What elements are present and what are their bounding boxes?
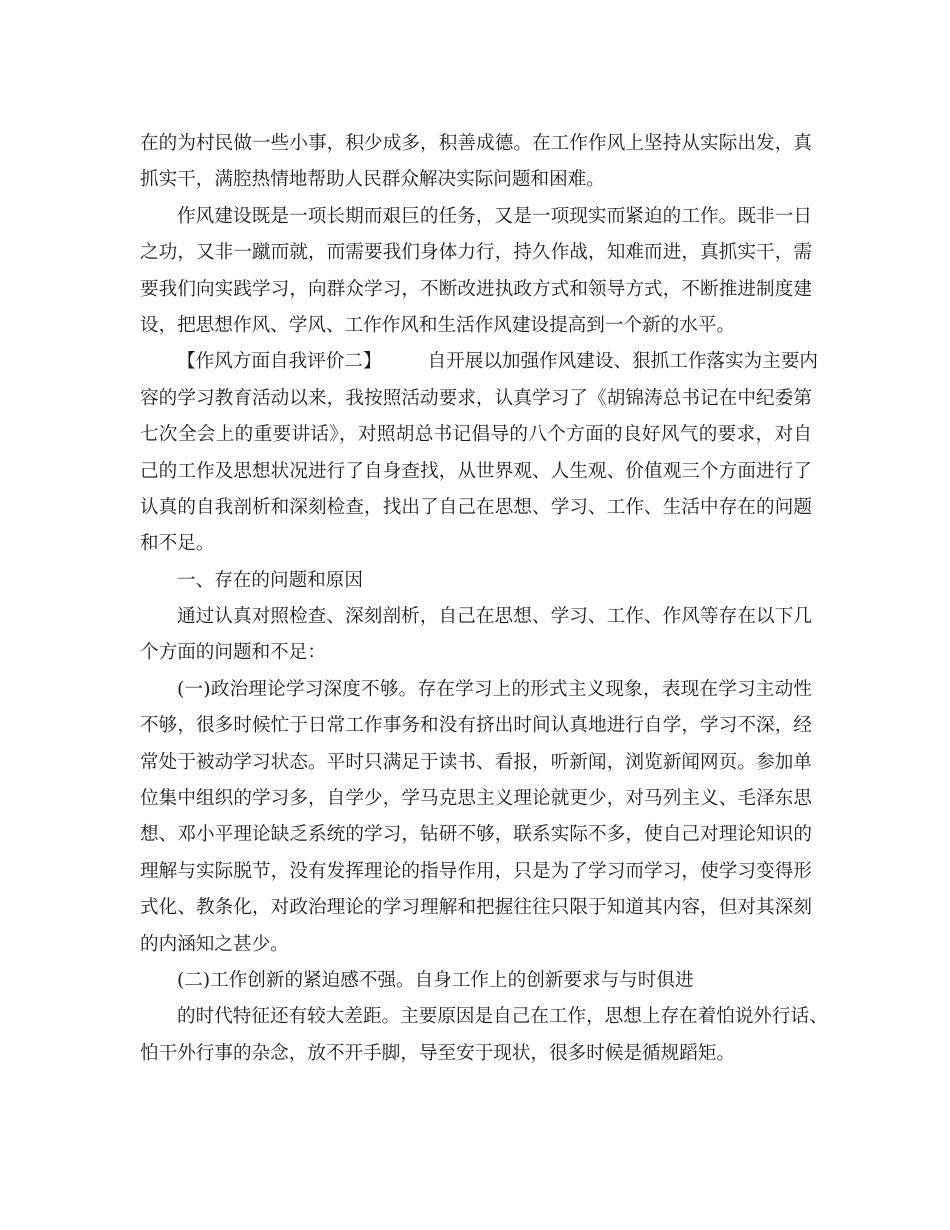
text-line: 七次全会上的重要讲话》，对照胡总书记倡导的八个方面的良好风气的要求，对自	[140, 424, 812, 446]
text-line: 怕干外行事的杂念，放不开手脚，导至安于现状，很多时候是循规蹈矩。	[140, 1042, 736, 1064]
text-line: 位集中组织的学习多，自学少，学马克思主义理论就更少，对马列主义、毛泽东思	[140, 788, 812, 810]
paragraph-start-line: (一)政治理论学习深度不够。存在学习上的形式主义现象，表现在学习主动性	[177, 678, 812, 700]
paragraph-start-line: (二)工作创新的紧迫感不强。自身工作上的创新要求与与时俱进	[177, 969, 694, 991]
text-line: 认真的自我剖析和深刻检查，找出了自己在思想、学习、工作、生活中存在的问题	[140, 496, 812, 518]
text-line: 的内涵知之甚少。	[140, 933, 289, 955]
section-intro-text: 自开展以加强作风建设、狠抓工作落实为主要内	[427, 351, 819, 373]
section-heading: 【作风方面自我评价二】	[177, 351, 382, 373]
document-body	[140, 126, 828, 1072]
paragraph-start-line: 的时代特征还有较大差距。主要原因是自己在工作，思想上存在着怕说外行话、	[177, 1006, 828, 1028]
text-line: 容的学习教育活动以来，我按照活动要求，认真学习了《胡锦涛总书记在中纪委第	[140, 387, 812, 409]
text-line: 个方面的问题和不足：	[140, 642, 326, 664]
text-line: 设，把思想作风、学风、工作作风和生活作风建设提高到一个新的水平。	[140, 314, 736, 336]
text-line: 要我们向实践学习，向群众学习，不断改进执政方式和领导方式，不断推进制度建	[140, 278, 812, 300]
text-line: 和不足。	[140, 533, 215, 555]
paragraph-start-line: 通过认真对照检查、深刻剖析，自己在思想、学习、工作、作风等存在以下几	[177, 606, 812, 628]
text-line: 不够，很多时候忙于日常工作事务和没有挤出时间认真地进行自学，学习不深，经	[140, 715, 812, 737]
text-line: 理解与实际脱节，没有发挥理论的指导作用，只是为了学习而学习，使学习变得形	[140, 860, 812, 882]
text-line: 在的为村民做一些小事，积少成多，积善成德。在工作作风上坚持从实际出发，真	[140, 133, 812, 154]
section-heading-line	[140, 344, 819, 380]
text-line: 式化、教条化，对政治理论的学习理解和把握往往只限于知道其内容，但对其深刻	[140, 897, 812, 919]
text-line: 之功，又非一蹴而就，而需要我们身体力行，持久作战，知难而进，真抓实干，需	[140, 242, 812, 264]
text-line: 己的工作及思想状况进行了自身查找，从世界观、人生观、价值观三个方面进行了	[140, 460, 812, 482]
text-line: 抓实干，满腔热情地帮助人民群众解决实际问题和困难。	[140, 169, 605, 191]
text-line: 常处于被动学习状态。平时只满足于读书、看报，听新闻，浏览新闻网页。参加单	[140, 751, 812, 773]
paragraph-start-line: 作风建设既是一项长期而艰巨的任务，又是一项现实而紧迫的工作。既非一日	[177, 205, 812, 227]
subheading: 一、存在的问题和原因	[177, 569, 363, 591]
text-line: 想、邓小平理论缺乏系统的学习，钻研不够，联系实际不多，使自己对理论知识的	[140, 824, 812, 846]
